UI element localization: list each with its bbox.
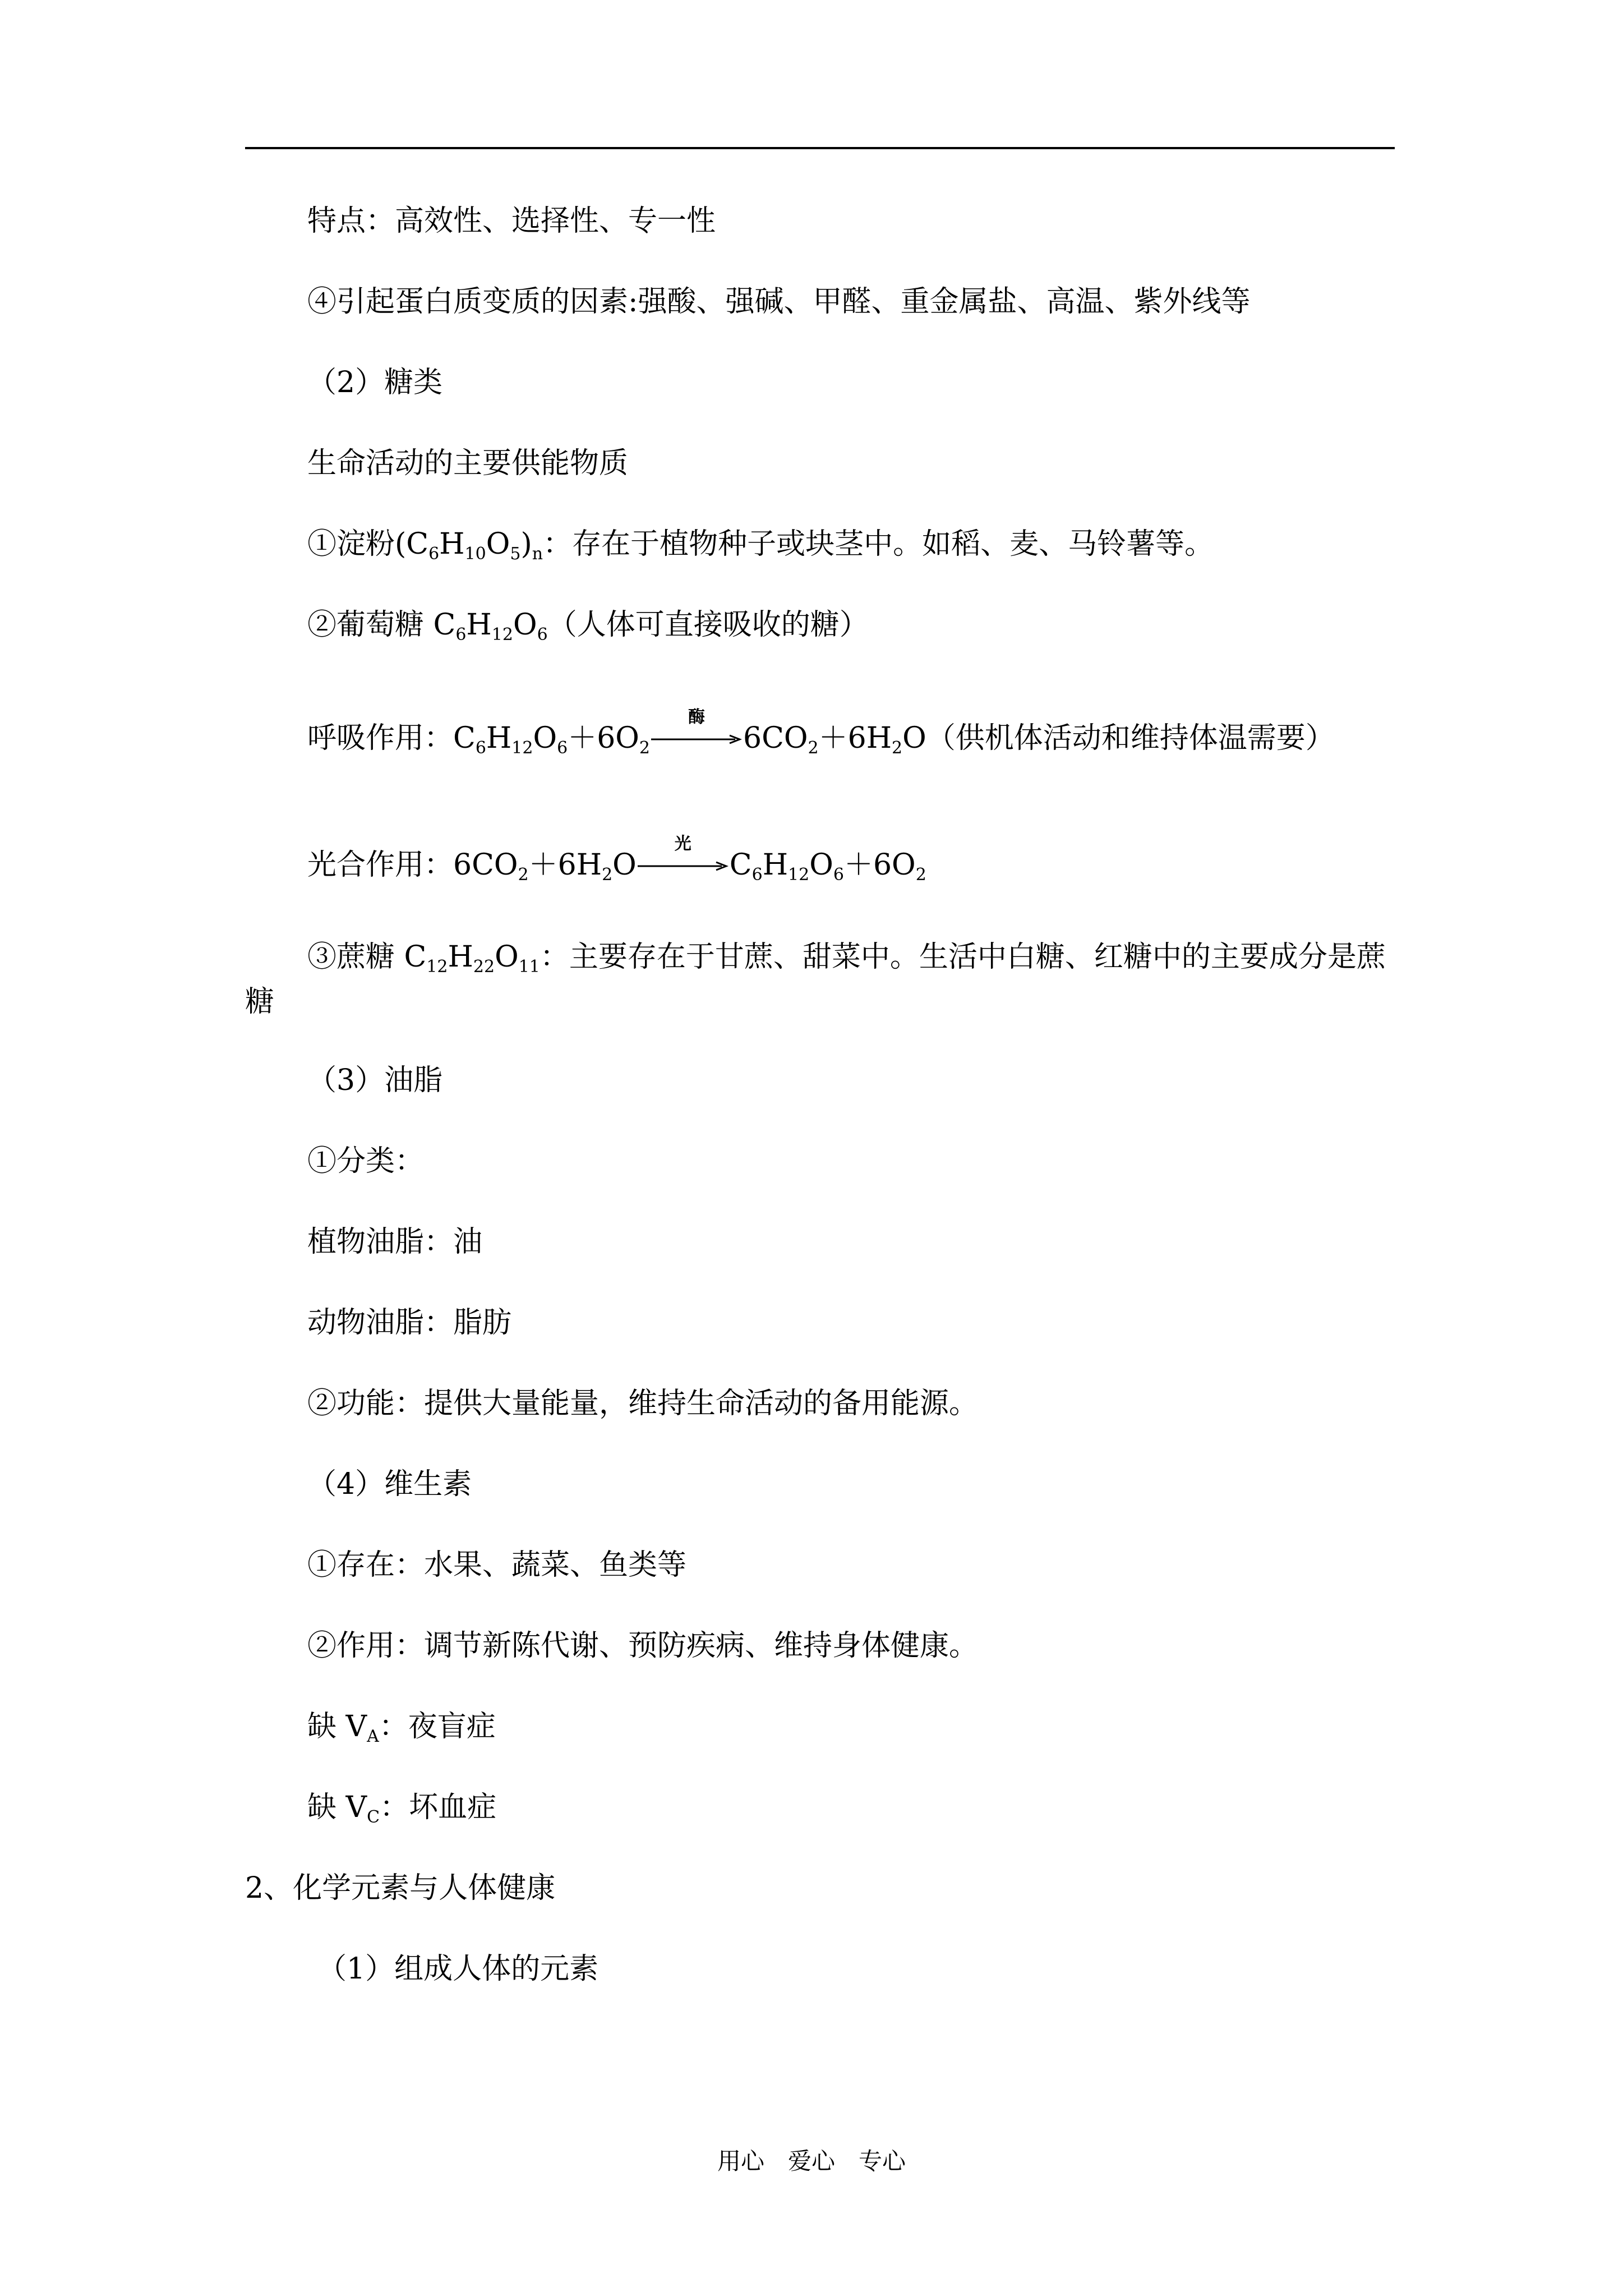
subscript: 6 (428, 544, 440, 564)
text: ②葡萄糖 C (307, 608, 456, 642)
text: ②功能：提供大量能量，维持生命活动的备用能源。 (307, 1387, 979, 1420)
respiration-equation (307, 707, 1335, 758)
sucrose-line (307, 940, 1386, 977)
text: O (513, 608, 537, 642)
fats-classification (307, 1144, 424, 1178)
subscript: A (367, 1727, 379, 1746)
subscript: 5 (510, 544, 521, 564)
protein-denaturation (307, 285, 1251, 319)
text: ：存在于植物种子或块茎中。如稻、麦、马铃薯等。 (543, 527, 1214, 561)
subscript: 2 (808, 738, 819, 758)
vitamin-role (307, 1629, 978, 1663)
text: ＋6O (568, 721, 639, 755)
elements-heading (317, 1952, 598, 1986)
text: （1）组成人体的元素 (317, 1952, 599, 1986)
text: （4）维生素 (307, 1467, 472, 1501)
fats-function (307, 1387, 978, 1420)
text: 6CO (453, 848, 518, 882)
reaction-condition: 酶 (688, 707, 705, 727)
subscript: 12 (491, 625, 513, 645)
subscript: 2 (602, 865, 613, 885)
subscript: 11 (518, 957, 540, 977)
text: ＋6H (818, 721, 892, 755)
text: ＋6H (528, 848, 602, 882)
vitamin-c-deficiency (307, 1791, 497, 1827)
text: ①存在：水果、蔬菜、鱼类等 (307, 1548, 687, 1582)
text: O (809, 848, 833, 882)
sugars-role (307, 447, 628, 480)
text: C (729, 848, 752, 882)
text: H (466, 608, 492, 642)
subscript: 12 (426, 957, 448, 977)
section-heading (245, 1871, 555, 1905)
subscript: 2 (639, 738, 650, 758)
fats-animal (307, 1306, 511, 1340)
text: ③蔗糖 C (307, 940, 427, 974)
subscript: 2 (518, 865, 529, 885)
text: 植物油脂：油 (307, 1225, 483, 1259)
fats-heading (307, 1064, 442, 1097)
text: ②作用：调节新陈代谢、预防疾病、维持身体健康。 (307, 1629, 979, 1663)
text: 6CO (743, 721, 808, 755)
reaction-arrow (638, 834, 728, 882)
page-footer: 用心 爱心 专心 (717, 2147, 906, 2175)
sugars-heading (307, 366, 442, 399)
text: ：主要存在于甘蔗、甜菜中。生活中白糖、红糖中的主要成分是蔗 (540, 940, 1386, 974)
text: C (453, 721, 476, 755)
vitamin-source (307, 1548, 686, 1582)
subscript: 6 (475, 738, 486, 758)
subscript: n (532, 544, 543, 564)
subscript: C (367, 1807, 380, 1827)
text: H (486, 721, 512, 755)
text: 缺 V (307, 1791, 367, 1824)
subscript: 6 (833, 865, 844, 885)
text: 2、化学元素与人体健康 (245, 1871, 556, 1905)
text: ：夜盲症 (379, 1710, 496, 1743)
header-rule (245, 147, 1395, 149)
subscript: 10 (464, 544, 486, 564)
subscript: 12 (788, 865, 810, 885)
text: （人体可直接吸收的糖） (547, 608, 869, 642)
text: H (439, 527, 465, 561)
arrow-icon (638, 848, 728, 882)
subscript: 2 (892, 738, 903, 758)
subscript: 6 (751, 865, 763, 885)
subscript: 6 (557, 738, 568, 758)
vitamin-a-deficiency (307, 1710, 496, 1746)
equation-label: 光合作用： (307, 848, 454, 882)
text: H (448, 940, 473, 974)
text: ①淀粉(C (307, 527, 429, 561)
equation-label: 呼吸作用： (307, 721, 454, 755)
text: 缺 V (307, 1710, 367, 1743)
reaction-arrow (651, 707, 742, 755)
subscript: 2 (915, 865, 926, 885)
text: ①分类： (307, 1144, 425, 1178)
text: 特点：高效性、选择性、专一性 (307, 204, 716, 238)
text: ) (520, 527, 532, 561)
text: 生命活动的主要供能物质 (307, 447, 629, 480)
text: ＋6O (843, 848, 916, 882)
vitamin-heading (307, 1467, 472, 1501)
text: O (495, 940, 519, 974)
fats-plant (307, 1225, 482, 1259)
text: 糖 (245, 985, 275, 1019)
text: O (533, 721, 557, 755)
photosynthesis-equation (307, 834, 926, 885)
text: ④引起蛋白质变质的因素:强酸、强碱、甲醛、重金属盐、高温、紫外线等 (307, 285, 1251, 319)
reaction-condition: 光 (674, 834, 691, 854)
text: O (612, 848, 637, 882)
subscript: 12 (511, 738, 533, 758)
subscript: 22 (473, 957, 495, 977)
enzyme-features (307, 204, 716, 238)
glucose-line (307, 608, 869, 645)
arrow-icon (651, 721, 742, 755)
starch-line (307, 527, 1214, 564)
text: H (762, 848, 789, 882)
subscript: 6 (537, 625, 548, 645)
sucrose-line-wrap (245, 985, 274, 1019)
text: O (902, 721, 926, 755)
text: （3）油脂 (307, 1064, 443, 1097)
text: ：坏血症 (380, 1791, 497, 1824)
text: O (486, 527, 510, 561)
subscript: 6 (455, 625, 467, 645)
text: 动物油脂：脂肪 (307, 1306, 512, 1340)
text: （2）糖类 (307, 366, 443, 399)
equation-note: （供机体活动和维持体温需要） (926, 721, 1335, 755)
